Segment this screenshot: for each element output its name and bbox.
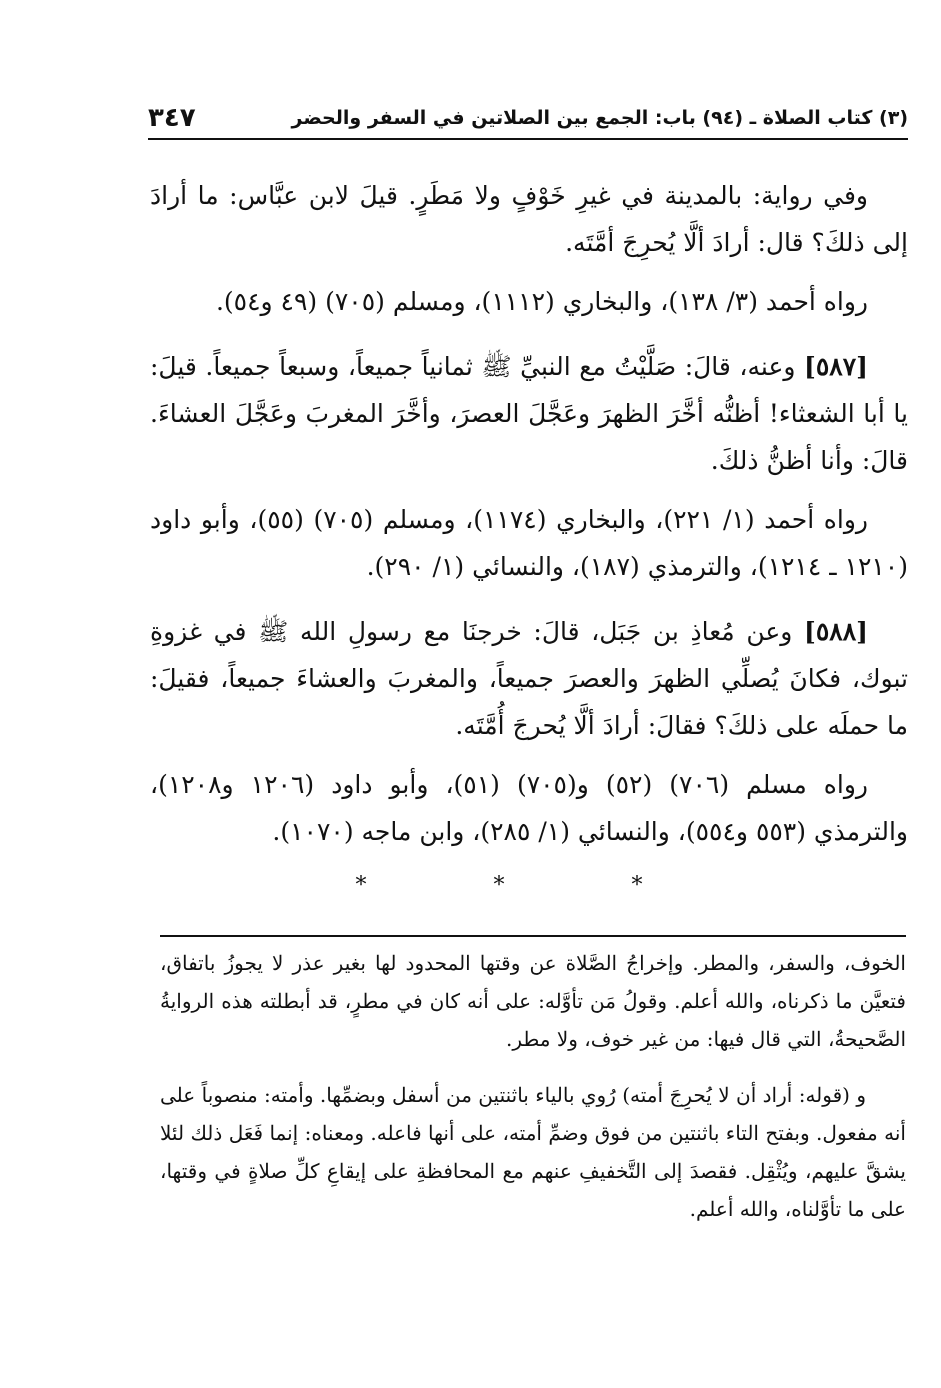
citation-text: رواه مسلم (٧٠٦) (٥٢) و(٧٠٥) (٥١)، وأبو داود (١٢٠٦ و١٢٠٨)، والترمذي (٥٥٣ و٥٥٤)، والنسائي (١/ ٢٨٥)، وابن ماجه (١٠٧٠).	[150, 770, 908, 846]
source-citation	[150, 278, 908, 325]
source-citation	[150, 496, 908, 590]
hadith-paragraph	[150, 608, 908, 749]
commentary-paragraph: و (قوله: أراد أن لا يُحرِجَ أمته) رُوي بالياء باثنتين من أسفل وبضمِّها. وأمته: منصوباً على أنه مفعول. وبفتح التاء باثنتين من فوق وضمِّ أمته، على أنها فاعله. ومعناه: إنما فَعَل ذلك لئلا يشقَّ عليهم، ويُثْقِل. فقصدَ إلى التَّخفيفِ عنهم مع المحافظةِ على إيقاعِ كلِّ صلاةٍ في وقتها، على ما تأوَّلناه، والله أعلم.	[160, 1083, 907, 1221]
footnote-divider	[160, 935, 906, 937]
page-number: ٣٤٧	[148, 103, 196, 133]
citation-text: رواه أحمد (٣/ ١٣٨)، والبخاري (١١١٢)، ومسلم (٧٠٥) (٤٩ و٥٤).	[215, 287, 868, 316]
hadith-number: [٥٨٧]	[804, 352, 868, 381]
hadith-paragraph	[150, 343, 908, 484]
source-citation	[150, 761, 908, 855]
narration-paragraph	[150, 172, 908, 266]
hadith-text: وعنه، قالَ: صَلَّيْتُ مع النبيِّ ﷺ ثمانياً جميعاً، وسبعاً جميعاً. قيلَ: يا أبا الشعثاء! أظنُّه أخَّرَ الظهرَ وعَجَّلَ العصرَ، وأخَّرَ المغربَ وعَجَّلَ العشاءَ. قالَ: وأنا أظنُّ ذلكَ.	[150, 352, 908, 475]
commentary-paragraph: الخوف، والسفر، والمطر. وإخراجُ الصَّلاة عن وقتها المحدود لها بغير عذر لا يجوزُ باتفاق، فتعيَّن ما ذكرناه، والله أعلم. وقولُ مَن تأوَّله: على أنه كان في مطرٍ، قد أبطلته هذه الروايةُ الصَّحيحةُ، التي قال فيها: من غير خوف، ولا مطر.	[160, 951, 906, 1051]
running-head: (٣) كتاب الصلاة ـ (٩٤) باب: الجمع بين الصلاتين في السفر والحضر	[291, 107, 908, 129]
page-header	[148, 98, 908, 140]
hadith-text: وعن مُعاذِ بن جَبَل، قالَ: خرجنَا مع رسولِ الله ﷺ في غزوةِ تبوك، فكانَ يُصلِّي الظهرَ والعصرَ جميعاً، والمغربَ والعشاءَ جميعاً، فقيلَ: ما حملَه على ذلكَ؟ فقالَ: أرادَ ألَّا يُحرجَ أُمَّتَه.	[150, 617, 908, 740]
main-text	[150, 172, 908, 916]
section-separator: * * *	[355, 873, 703, 898]
hadith-number: [٥٨٨]	[804, 617, 868, 646]
commentary-footnotes	[160, 944, 906, 1246]
narration-text: وفي رواية: بالمدينة في غيرِ خَوْفٍ ولا مَطَرٍ. قيلَ لابن عبَّاس: ما أرادَ إلى ذلكَ؟ قال: أرادَ ألَّا يُحرِجَ أمَّتَه.	[150, 181, 908, 257]
citation-text: رواه أحمد (١/ ٢٢١)، والبخاري (١١٧٤)، ومسلم (٧٠٥) (٥٥)، وأبو داود (١٢١٠ ـ ١٢١٤)، والترمذي (١٨٧)، والنسائي (١/ ٢٩٠).	[150, 505, 908, 581]
